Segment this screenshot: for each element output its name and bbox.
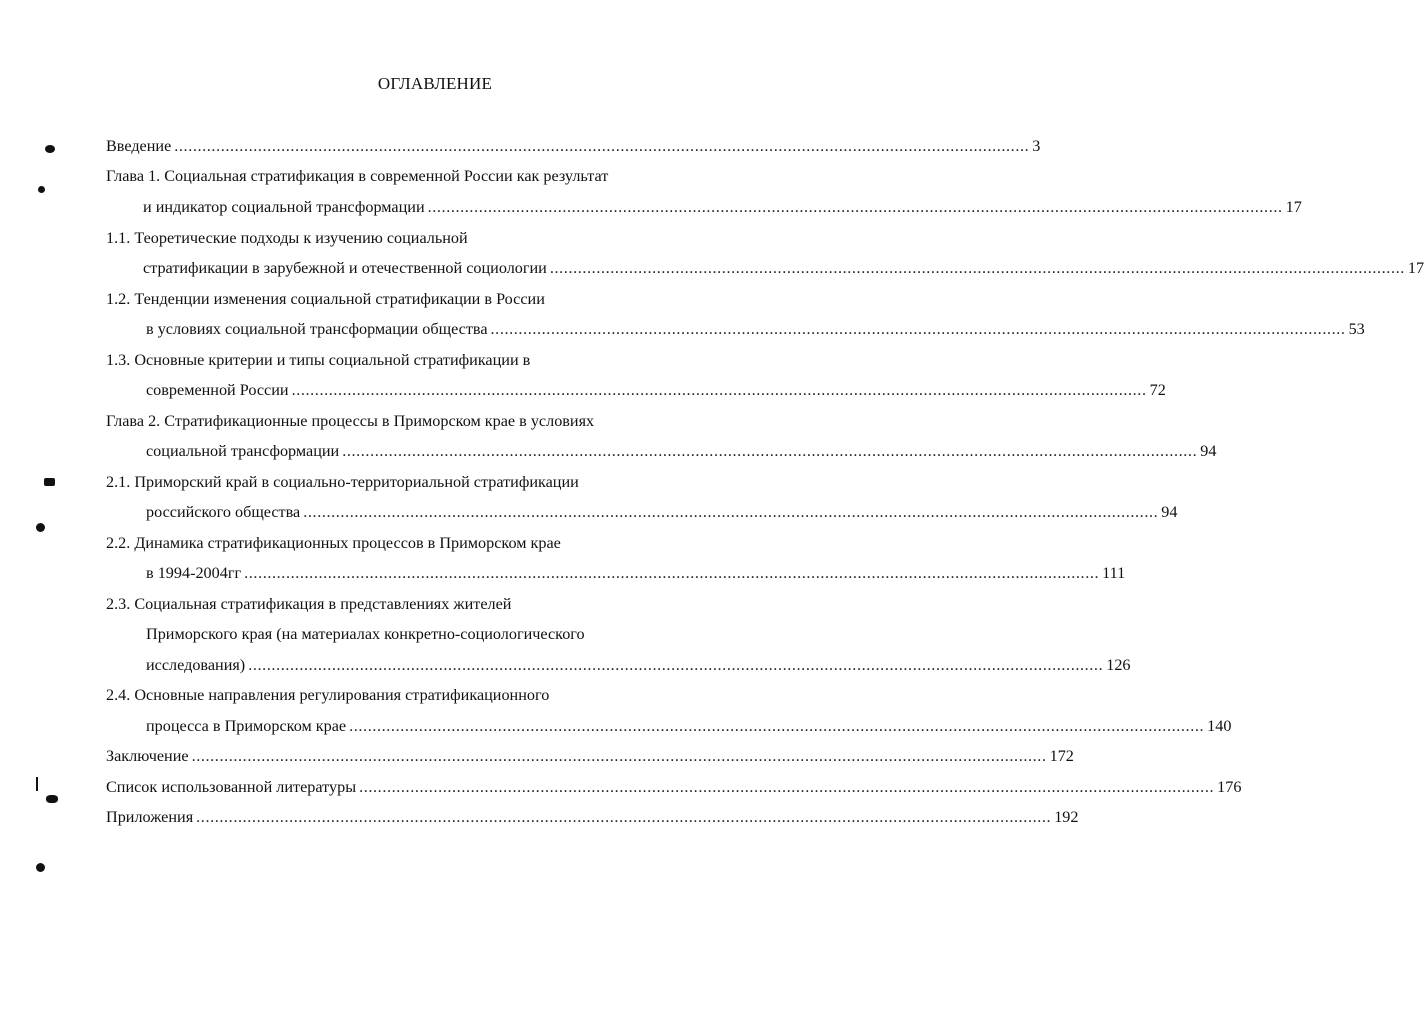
dot-leader: ........................................................................................................................................................................................ (291, 381, 1147, 399)
toc-entry-chapter-1-line-1[interactable] (106, 166, 608, 186)
toc-entry-text: процесса в Приморском крае (146, 717, 347, 735)
dot-leader: ........................................................................................................................................................................................ (349, 717, 1205, 735)
scan-mark (36, 523, 45, 532)
toc-page-number: 94 (1200, 442, 1217, 460)
dot-leader: ........................................................................................................................................................................................ (196, 808, 1052, 826)
dot-leader: ........................................................................................................................................................................................ (490, 320, 1346, 338)
toc-entry-2-1-line-1[interactable] (106, 472, 579, 492)
toc-page-number: 172 (1049, 747, 1074, 765)
toc-entry-intro[interactable] (106, 136, 1041, 156)
toc-entry-text: российского общества (146, 503, 301, 521)
toc-entry-1-3-line-1[interactable] (106, 350, 530, 370)
toc-page-number: 53 (1348, 320, 1365, 338)
toc-entry-text: в условиях социальной трансформации общества (146, 320, 488, 338)
toc-entry-2-3-line-1[interactable] (106, 594, 511, 614)
toc-entry-1-2-line-1[interactable] (106, 289, 545, 309)
toc-entry-text: в 1994-2004гг (146, 564, 242, 582)
toc-page-number: 140 (1207, 717, 1232, 735)
toc-page-number: 94 (1161, 503, 1178, 521)
dot-leader: ........................................................................................................................................................................................ (191, 747, 1047, 765)
toc-entry-text: Список использованной литературы (106, 778, 357, 796)
scan-mark (36, 863, 45, 872)
toc-entry-text: 2.2. Динамика стратификационных процессов в Приморском крае (106, 534, 561, 552)
toc-entry-2-2-line-1[interactable] (106, 533, 561, 553)
toc-entry-text: социальной трансформации (146, 442, 340, 460)
toc-entry-1-1-line-2[interactable] (143, 258, 1424, 278)
toc-page-number: 192 (1054, 808, 1079, 826)
toc-entry-chapter-2-line-2[interactable] (146, 441, 1217, 461)
toc-entry-text: 2.1. Приморский край в социально-территориальной стратификации (106, 473, 579, 491)
toc-entry-2-3-line-3[interactable] (146, 655, 1131, 675)
toc-entry-text: Введение (106, 137, 172, 155)
dot-leader: ........................................................................................................................................................................................ (174, 137, 1030, 155)
scan-mark (36, 777, 38, 791)
toc-entry-text: исследования) (146, 656, 246, 674)
toc-entry-text: Приложения (106, 808, 194, 826)
toc-entry-chapter-2-line-1[interactable] (106, 411, 594, 431)
toc-entry-2-4-line-2[interactable] (146, 716, 1232, 736)
toc-page-number: 17 (1407, 259, 1424, 277)
dot-leader: ........................................................................................................................................................................................ (549, 259, 1405, 277)
toc-entry-references[interactable] (106, 777, 1242, 797)
scan-mark (46, 795, 58, 803)
toc-entry-appendices[interactable] (106, 807, 1079, 827)
toc-page-number: 17 (1285, 198, 1302, 216)
toc-entry-text: стратификации в зарубежной и отечественной социологии (143, 259, 547, 277)
toc-entry-text: 1.2. Тенденции изменения социальной стратификации в России (106, 290, 545, 308)
dot-leader: ........................................................................................................................................................................................ (359, 778, 1215, 796)
dot-leader: ........................................................................................................................................................................................ (244, 564, 1100, 582)
scan-mark (44, 478, 55, 486)
toc-entry-text: Глава 1. Социальная стратификация в современной России как результат (106, 167, 609, 185)
dot-leader: ........................................................................................................................................................................................ (342, 442, 1198, 460)
toc-entry-text: 2.4. Основные направления регулирования стратификационного (106, 686, 550, 704)
toc-entry-text: современной России (146, 381, 289, 399)
toc-entry-text: 1.3. Основные критерии и типы социальной стратификации в (106, 351, 531, 369)
toc-entry-conclusion[interactable] (106, 746, 1074, 766)
toc-entry-text: 1.1. Теоретические подходы к изучению социальной (106, 229, 468, 247)
toc-page-number: 176 (1217, 778, 1242, 796)
scan-mark (38, 186, 45, 193)
toc-entry-text: и индикатор социальной трансформации (143, 198, 425, 216)
page-title: ОГЛАВЛЕНИЕ (377, 74, 493, 93)
scan-mark (45, 145, 55, 153)
dot-leader: ........................................................................................................................................................................................ (248, 656, 1104, 674)
toc-page-number: 111 (1102, 564, 1126, 582)
toc-entry-1-2-line-2[interactable] (146, 319, 1365, 339)
toc-entry-2-2-line-2[interactable] (146, 563, 1126, 583)
toc-entry-1-1-line-1[interactable] (106, 228, 468, 248)
toc-entry-text: 2.3. Социальная стратификация в представлениях жителей (106, 595, 512, 613)
toc-entry-text: Заключение (106, 747, 189, 765)
toc-entry-2-3-line-2[interactable] (146, 624, 585, 644)
dot-leader: ........................................................................................................................................................................................ (427, 198, 1283, 216)
toc-entry-1-3-line-2[interactable] (146, 380, 1166, 400)
toc-entry-text: Глава 2. Стратификационные процессы в Приморском крае в условиях (106, 412, 595, 430)
dot-leader: ........................................................................................................................................................................................ (303, 503, 1159, 521)
toc-entry-2-4-line-1[interactable] (106, 685, 549, 705)
toc-entry-2-1-line-2[interactable] (146, 502, 1178, 522)
toc-entry-chapter-1-line-2[interactable] (143, 197, 1302, 217)
toc-entry-text: Приморского края (на материалах конкретно-социологического (146, 625, 585, 643)
toc-page-number: 3 (1032, 137, 1041, 155)
toc-page-number: 126 (1106, 656, 1131, 674)
toc-page-number: 72 (1149, 381, 1166, 399)
